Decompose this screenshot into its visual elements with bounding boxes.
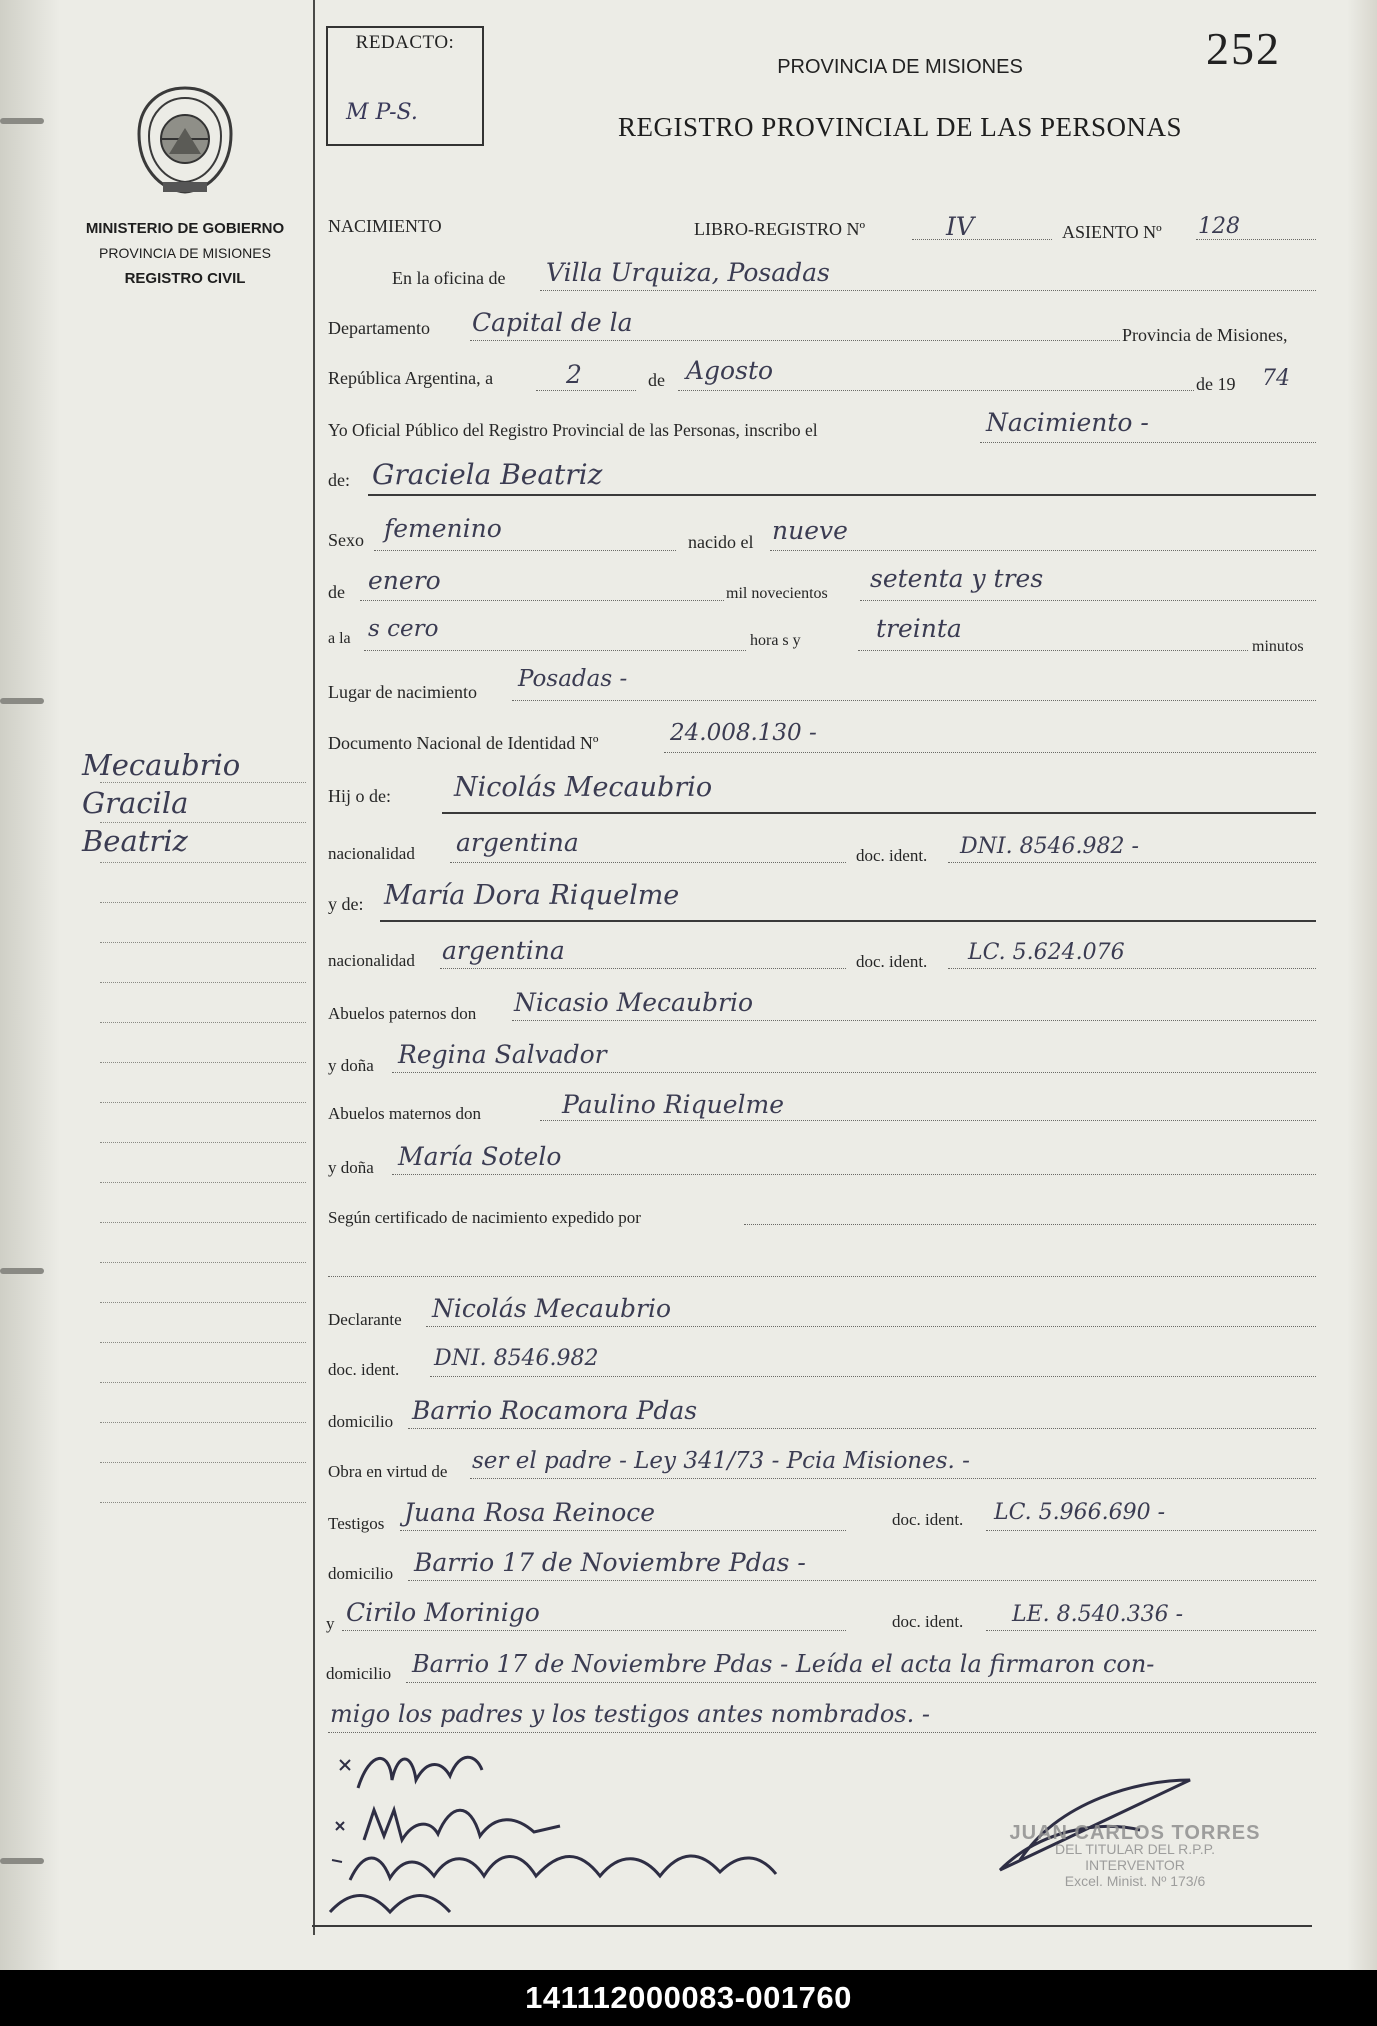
child-name-value: Graciela Beatriz [372, 458, 603, 491]
year-prefix-label: de 19 [1196, 374, 1236, 394]
witness1-doc-value: LC. 5.966.690 - [994, 1500, 1166, 1525]
oficina-label: En la oficina de [392, 268, 506, 288]
minutes-value: treinta [876, 614, 962, 643]
province-heading: PROVINCIA DE MISIONES [777, 56, 1023, 78]
margin-dotted-rule [100, 942, 306, 944]
margin-surname: Mecaubrio [82, 748, 241, 782]
stamp-name: JUAN CARLOS TORRES [1009, 1822, 1261, 1844]
binder-ring [0, 1268, 44, 1274]
obra-value: ser el padre - Ley 341/73 - Pcia Misiones. - [472, 1448, 970, 1474]
decl-doc-label: doc. ident. [328, 1360, 400, 1379]
dotted-rule [400, 1530, 846, 1532]
y-dona-label: y doña [328, 1056, 374, 1075]
de-label: de [648, 370, 665, 390]
de2-label: de [328, 582, 345, 602]
stamp-resolution: Excel. Minist. Nº 173/6 [1064, 1873, 1206, 1889]
provincial-seal-icon [133, 84, 237, 196]
margin-dotted-rule [100, 1142, 306, 1144]
dotted-rule [664, 752, 1316, 754]
y-label: y [326, 1614, 335, 1633]
dotted-rule [374, 550, 676, 552]
dotted-rule [408, 1580, 1316, 1582]
dotted-rule [342, 1630, 846, 1632]
sexo-label: Sexo [328, 530, 364, 550]
minutos-label: minutos [1252, 638, 1304, 655]
horas-label: hora s y [750, 632, 801, 649]
dotted-rule [860, 600, 1316, 602]
dotted-rule [470, 1478, 1316, 1480]
dni-value: 24.008.130 - [670, 720, 817, 746]
dotted-rule [426, 1326, 1316, 1328]
witness1-name-value: Juana Rosa Reinoce [404, 1498, 656, 1527]
testigos-label: Testigos [328, 1514, 385, 1533]
father-nationality-value: argentina [456, 828, 579, 857]
dotted-rule [328, 1276, 1316, 1278]
paternal-grandmother-value: Regina Salvador [398, 1040, 607, 1069]
provincia-label: Provincia de Misiones, [1122, 325, 1288, 345]
dotted-rule [470, 340, 1120, 342]
doc-ident-label: doc. ident. [892, 1510, 964, 1529]
margin-dotted-rule [100, 1222, 306, 1224]
binder-ring [0, 118, 44, 124]
father-name-value: Nicolás Mecaubrio [454, 772, 713, 803]
redacto-box [326, 26, 484, 146]
doc-ident-label: doc. ident. [856, 846, 928, 865]
departamento-label: Departamento [328, 318, 430, 338]
margin-dotted-rule [100, 982, 306, 984]
dotted-rule [512, 700, 1316, 702]
nacionalidad-label: nacionalidad [328, 844, 415, 863]
page-edge [1347, 0, 1377, 1970]
dotted-rule [408, 1428, 1316, 1430]
month-value: Agosto [686, 356, 774, 385]
dotted-rule [678, 390, 1194, 392]
margin-dotted-rule [100, 902, 306, 904]
birth-month-value: enero [368, 566, 441, 595]
obra-label: Obra en virtud de [328, 1462, 448, 1481]
departamento-value: Capital de la [472, 308, 633, 337]
dni-label: Documento Nacional de Identidad Nº [328, 733, 599, 753]
mother-nationality-value: argentina [442, 936, 565, 965]
document-id: 141112000083-001760 [525, 1980, 852, 2015]
nacionalidad-label: nacionalidad [328, 951, 415, 970]
dotted-rule [392, 1072, 1316, 1074]
margin-dotted-rule [100, 1102, 306, 1104]
libro-value: IV [946, 212, 974, 241]
witness2-address-value: Barrio 17 de Noviembre Pdas - Leída el acta la firmaron con- [412, 1650, 1155, 1678]
witness1-address-value: Barrio 17 de Noviembre Pdas - [414, 1548, 806, 1577]
asiento-label: ASIENTO Nº [1062, 222, 1162, 242]
margin-dotted-rule [100, 1062, 306, 1064]
dotted-rule [512, 1020, 1316, 1022]
asiento-value: 128 [1198, 214, 1240, 239]
record-type-label: NACIMIENTO [328, 216, 442, 236]
paternal-grandfather-value: Nicasio Mecaubrio [514, 988, 754, 1017]
civil-registry-name: REGISTRO CIVIL [124, 270, 246, 287]
closing-rule [312, 1925, 1312, 1927]
domicilio-label: domicilio [328, 1412, 394, 1431]
dotted-rule [364, 650, 746, 652]
dotted-rule [430, 1376, 1316, 1378]
continuation-value: migo los padres y los testigos antes nombrados. - [330, 1700, 930, 1728]
abuelos-paternos-label: Abuelos paternos don [328, 1004, 477, 1023]
dotted-rule [980, 442, 1316, 444]
father-doc-value: DNI. 8546.982 - [960, 834, 1139, 859]
margin-dotted-rule [100, 1502, 306, 1504]
dotted-rule [540, 1120, 1316, 1122]
dotted-rule [744, 1224, 1316, 1226]
dotted-rule [770, 550, 1316, 552]
dotted-rule [536, 390, 636, 392]
margin-dotted-rule [100, 1422, 306, 1424]
margin-dotted-rule [100, 1462, 306, 1464]
margin-dotted-rule [100, 1182, 306, 1184]
hour-value: s cero [368, 616, 439, 642]
declarante-label: Declarante [328, 1310, 402, 1329]
dotted-rule [986, 1630, 1316, 1632]
father-rule [442, 812, 1316, 814]
dotted-rule [328, 1732, 1316, 1734]
official-stamp [990, 1822, 1280, 1889]
nacido-label: nacido el [688, 532, 754, 552]
declarant-address-value: Barrio Rocamora Pdas [412, 1396, 698, 1425]
nacido-value: nueve [772, 516, 848, 545]
margin-first-name: Gracila [82, 786, 189, 820]
mother-name-value: María Dora Riquelme [384, 880, 680, 911]
oficina-value: Villa Urquiza, Posadas [546, 258, 830, 287]
mother-doc-value: LC. 5.624.076 [968, 940, 1125, 965]
mother-rule [380, 920, 1316, 922]
dotted-rule [450, 862, 846, 864]
y-dona-label: y doña [328, 1158, 374, 1177]
day-value: 2 [566, 360, 582, 389]
doc-ident-label: doc. ident. [892, 1612, 964, 1631]
stamp-role: INTERVENTOR [1085, 1857, 1185, 1873]
lugar-label: Lugar de nacimiento [328, 682, 477, 702]
republica-label: República Argentina, a [328, 368, 494, 388]
declarant-name-value: Nicolás Mecaubrio [432, 1294, 672, 1323]
dotted-rule [440, 968, 846, 970]
dotted-rule [858, 650, 1248, 652]
year-value: 74 [1262, 366, 1290, 391]
binder-ring [0, 698, 44, 704]
margin-divider [313, 0, 315, 1935]
dotted-rule [986, 1530, 1316, 1532]
binder-ring [0, 1858, 44, 1864]
act-value: Nacimiento - [986, 408, 1149, 437]
margin-middle-name: Beatriz [82, 824, 188, 858]
dotted-rule [392, 1174, 1316, 1176]
maternal-grandfather-value: Paulino Riquelme [562, 1090, 785, 1119]
name-rule [368, 494, 1316, 496]
redacto-label: REDACTO: [355, 32, 455, 53]
margin-dotted-rule [100, 1342, 306, 1344]
birth-year-value: setenta y tres [870, 564, 1044, 593]
page-number: 252 [1206, 23, 1281, 74]
stamp-title: DEL TITULAR DEL R.P.P. [1054, 1841, 1216, 1857]
dotted-rule [948, 862, 1316, 864]
binder-shadow [0, 0, 60, 1970]
margin-dotted-rule [100, 1022, 306, 1024]
lugar-value: Posadas - [518, 666, 628, 692]
dotted-rule [1196, 239, 1316, 241]
doc-ident-label: doc. ident. [856, 952, 928, 971]
margin-dotted-rule [100, 1302, 306, 1304]
margin-note [82, 746, 240, 860]
oficial-text: Yo Oficial Público del Registro Provincial de las Personas, inscribo el [328, 420, 818, 440]
de-name-label: de: [328, 470, 350, 490]
hijo-label: Hij o de: [328, 786, 391, 806]
a-la-label: a la [328, 630, 351, 647]
redacto-initials: M P-S. [346, 100, 418, 125]
registry-title: REGISTRO PROVINCIAL DE LAS PERSONAS [617, 112, 1183, 142]
maternal-grandmother-value: María Sotelo [398, 1142, 562, 1171]
abuelos-maternos-label: Abuelos maternos don [328, 1104, 481, 1123]
sexo-value: femenino [384, 514, 502, 543]
margin-dotted-rule [100, 862, 306, 864]
margin-dotted-rule [100, 1262, 306, 1264]
dotted-rule [948, 968, 1316, 970]
ministry-name: MINISTERIO DE GOBIERNO [85, 220, 285, 237]
margin-dotted-rule [100, 1382, 306, 1384]
office-block [60, 216, 310, 291]
dotted-rule [912, 239, 1052, 241]
witness2-doc-value: LE. 8.540.336 - [1012, 1602, 1184, 1627]
libro-label: LIBRO-REGISTRO Nº [694, 219, 866, 239]
dotted-rule [360, 600, 724, 602]
province-name: PROVINCIA DE MISIONES [99, 245, 271, 261]
dotted-rule [406, 1682, 1316, 1684]
witness2-name-value: Cirilo Morinigo [346, 1598, 540, 1627]
domicilio-label: domicilio [326, 1664, 392, 1683]
dotted-rule [540, 290, 1316, 292]
domicilio-label: domicilio [328, 1564, 394, 1583]
declarant-doc-value: DNI. 8546.982 [434, 1346, 599, 1371]
document-id-bar [0, 1970, 1377, 2026]
segun-label: Según certificado de nacimiento expedido por [328, 1208, 641, 1227]
mil-label: mil novecientos [726, 585, 828, 602]
y-de-label: y de: [328, 894, 364, 914]
